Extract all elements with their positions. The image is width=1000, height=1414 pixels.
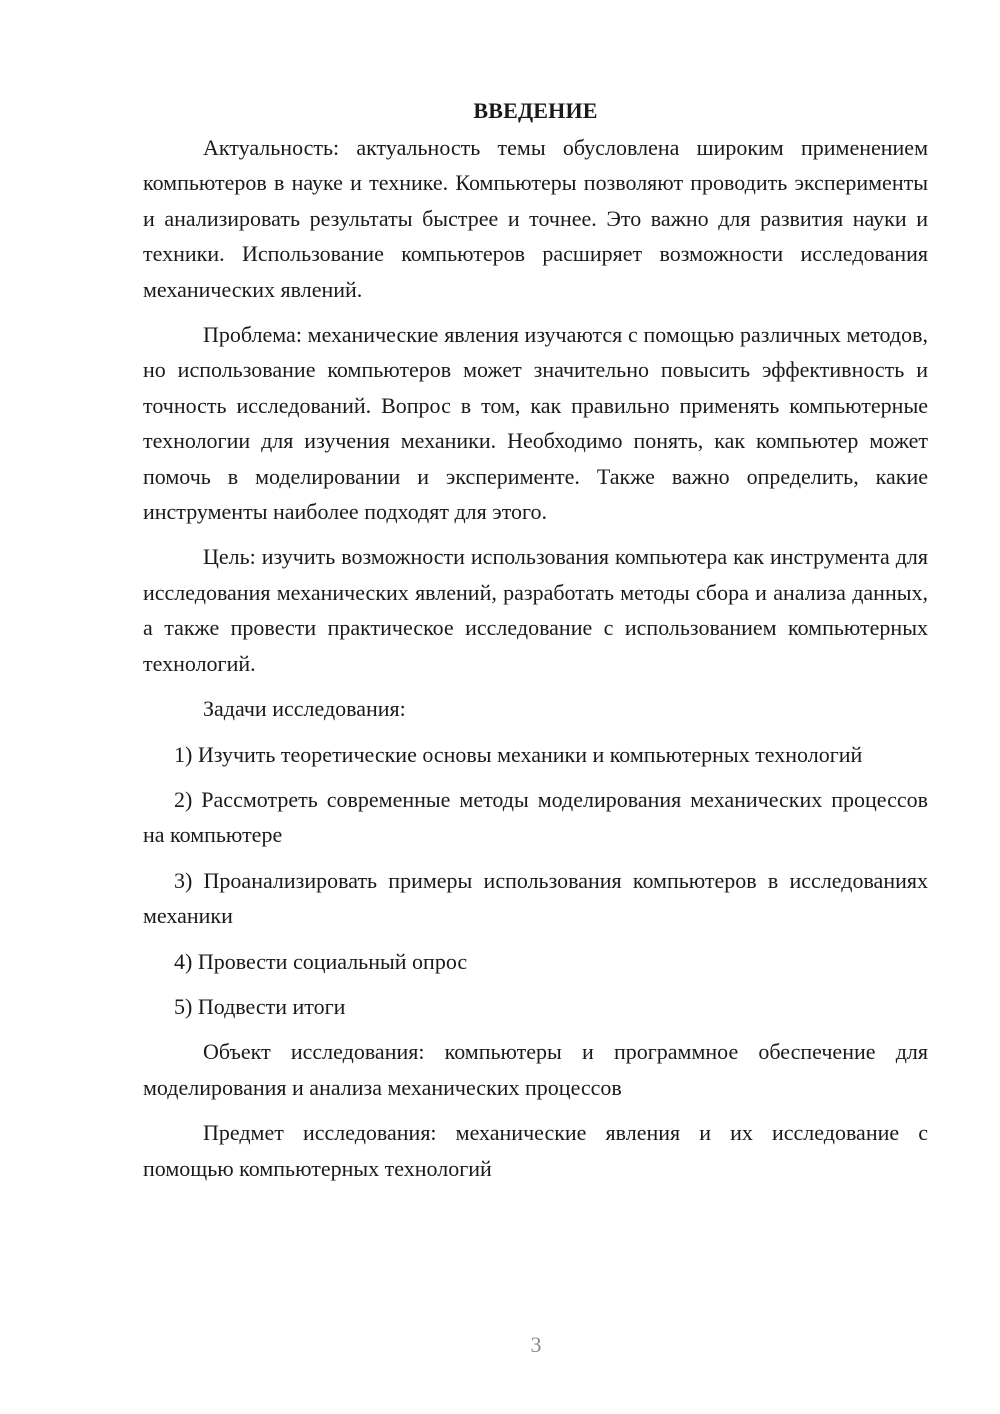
task-item-4: 4) Провести социальный опрос <box>174 948 468 974</box>
task-item-2: 2) Рассмотреть современные методы моделирования механических процессов на компьютере <box>143 786 928 848</box>
relevance-paragraph: Актуальность: актуальность темы обусловлена широким применением компьютеров в науке и технике. Компьютеры позволяют проводить эксперименты и анализировать результаты быстрее и точнее. Это важно для развития науки и техники. Использование компьютеров расширяет возможности исследования механических явлений. <box>143 135 928 302</box>
subject-paragraph: Предмет исследования: механические явления и их исследование с помощью компьютерных технологий <box>143 1120 928 1181</box>
tasks-heading: Задачи исследования: <box>203 696 406 722</box>
document-page <box>143 93 928 1196</box>
task-item-3: 3) Проанализировать примеры использования компьютеров в исследованиях механики <box>143 867 928 929</box>
object-paragraph: Объект исследования: компьютеры и программное обеспечение для моделирования и анализа механических процессов <box>143 1039 928 1100</box>
page-title: ВВЕДЕНИЕ <box>473 98 598 123</box>
goal-paragraph: Цель: изучить возможности использования компьютера как инструмента для исследования механических явлений, разработать методы сбора и анализа данных, а также провести практическое исследование с использованием компьютерных технологий. <box>143 544 928 676</box>
page-number: 3 <box>530 1332 542 1357</box>
problem-paragraph: Проблема: механические явления изучаются с помощью различных методов, но использование компьютеров может значительно повысить эффективность и точность исследований. Вопрос в том, как правильно применять компьютерные технологии для изучения механики. Необходимо понять, как компьютер может помочь в моделировании и эксперименте. Также важно определить, какие инструменты наиболее подходят для этого. <box>143 322 928 525</box>
task-item-5: 5) Подвести итоги <box>174 993 346 1019</box>
task-item-1: 1) Изучить теоретические основы механики и компьютерных технологий <box>174 741 863 767</box>
